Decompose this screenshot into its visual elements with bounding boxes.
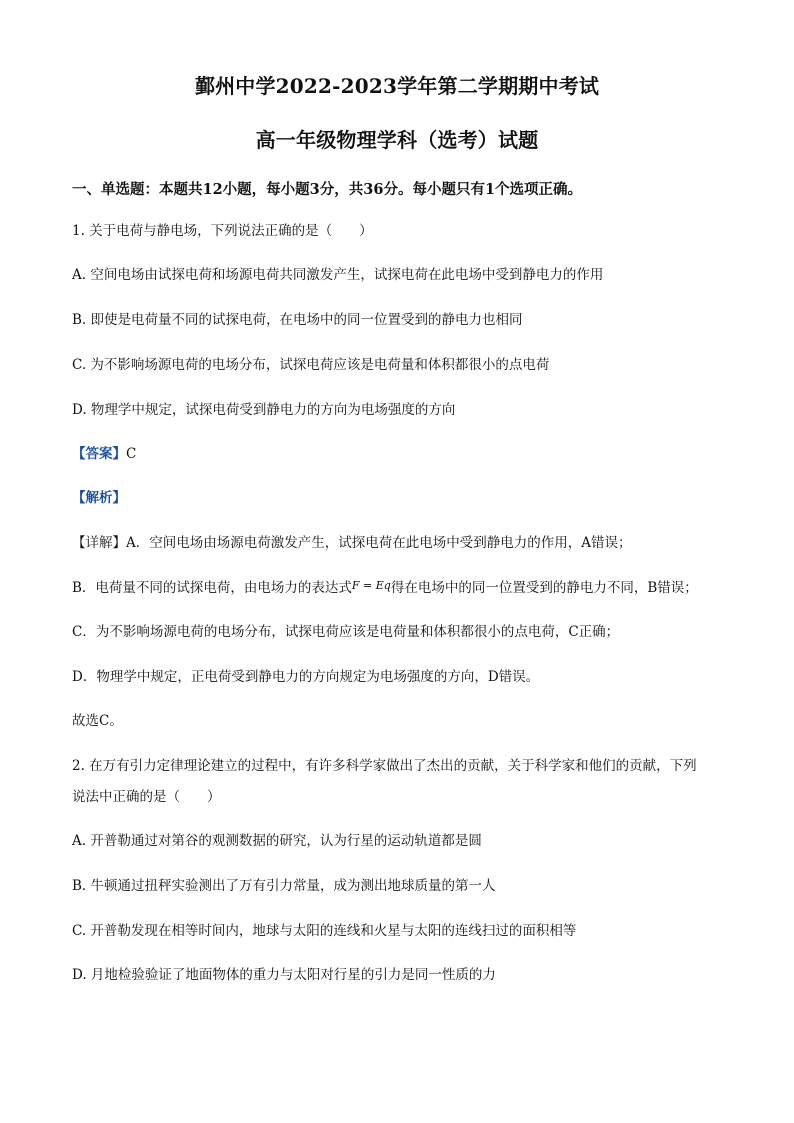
- q2-option-c: C. 开普勒发现在相等时间内，地球与太阳的连线和火星与太阳的连线扫过的面积相等: [72, 923, 577, 939]
- analysis-label: 【解析】: [72, 490, 126, 506]
- q1-analysis-label: [72, 489, 126, 507]
- detail-b-post: 得在电场中的同一位置受到的静电力不同，B错误；: [390, 580, 698, 596]
- detail-label: 【详解】: [72, 535, 126, 551]
- q1-option-d: D. 物理学中规定，试探电荷受到静电力的方向为电场强度的方向: [72, 402, 456, 418]
- q1-answer: [72, 445, 136, 463]
- detail-b-pre: B．电荷量不同的试探电荷，由电场力的表达式: [72, 580, 352, 596]
- answer-label: 【答案】: [72, 446, 126, 462]
- exam-subtitle: 高一年级物理学科（选考）试题: [255, 128, 539, 152]
- section-heading: 一、单选题：本题共12小题，每小题3分，共36分。每小题只有1个选项正确。: [72, 181, 583, 198]
- answer-value: C: [126, 446, 137, 462]
- q1-detail-c: C．为不影响场源电荷的电场分布，试探电荷应该是电荷量和体积都很小的点电荷，C正确；: [72, 624, 620, 640]
- q1-conclusion: 故选C。: [72, 713, 123, 729]
- detail-a-text: A．空间电场由场源电荷激发产生，试探电荷在此电场中受到静电力的作用，A错误；: [126, 535, 632, 551]
- q2-option-d: D. 月地检验验证了地面物体的重力与太阳对行星的引力是同一性质的力: [72, 967, 496, 983]
- q2-option-b: B. 牛顿通过扭秤实验测出了万有引力常量，成为测出地球质量的第一人: [72, 878, 496, 894]
- formula-f-eq: F = Eq: [351, 579, 391, 592]
- q2-option-a: A. 开普勒通过对第谷的观测数据的研究，认为行星的运动轨道都是圆: [72, 833, 482, 849]
- q1-option-b: B. 即使是电荷量不同的试探电荷，在电场中的同一位置受到的静电力也相同: [72, 312, 523, 328]
- q1-detail-d: D．物理学中规定，正电荷受到静电力的方向规定为电场强度的方向，D错误。: [72, 669, 540, 685]
- q1-option-c: C. 为不影响场源电荷的电场分布，试探电荷应该是电荷量和体积都很小的点电荷: [72, 357, 550, 373]
- q1-option-a: A. 空间电场由试探电荷和场源电荷共同激发产生，试探电荷在此电场中受到静电力的作用: [72, 267, 604, 283]
- q1-stem: 1. 关于电荷与静电场，下列说法正确的是（ ）: [72, 223, 373, 239]
- q1-detail-a: [72, 534, 632, 552]
- q2-stem-line1: 2. 在万有引力定律理论建立的过程中，有许多科学家做出了杰出的贡献，关于科学家和他们的贡献，下列: [72, 758, 697, 774]
- exam-title: 鄞州中学2022-2023学年第二学期期中考试: [194, 74, 600, 98]
- q1-detail-b: [72, 579, 698, 598]
- q2-stem-line2: 说法中正确的是（ ）: [72, 789, 221, 805]
